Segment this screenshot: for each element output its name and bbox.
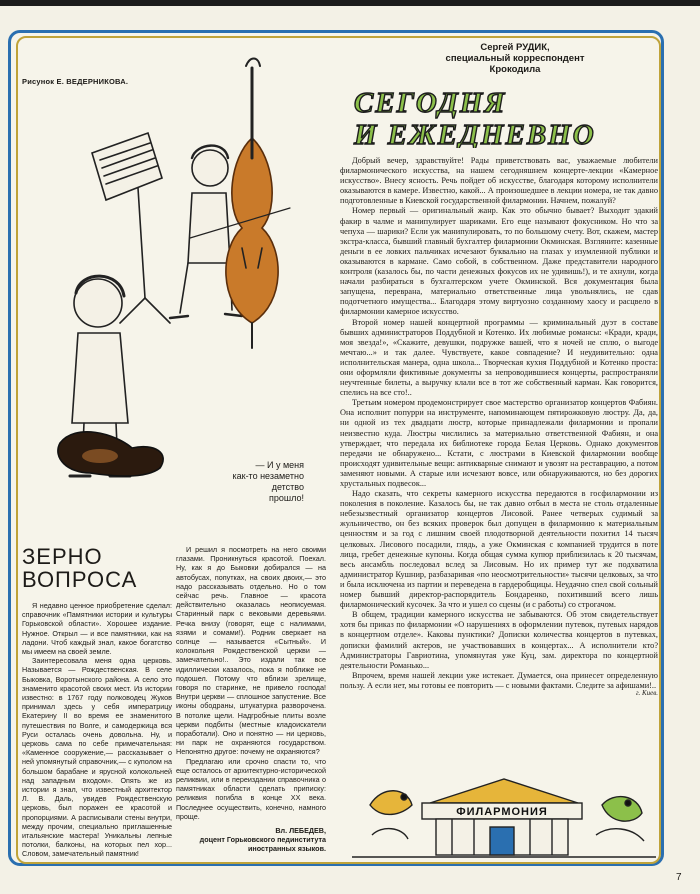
philharmonic-illustration	[352, 765, 656, 860]
signature-line: доцент Горьковского пединститута	[199, 835, 326, 845]
philharmonic-sign: ФИЛАРМОНИЯ	[456, 806, 548, 818]
caption-line: — И у меня	[255, 460, 304, 470]
dateline: г. Киев.	[635, 688, 658, 697]
author-signature	[176, 826, 326, 853]
paragraph: Третьим номером продемонстрирует свое мастерство организатор концертов Фабиян. Она исполнит попурри на инструменте, напоминающем пятирожковую люстру. Да, да, ни одной из тех двадцати люстр, которые принадлежали филармонии и пропали неизвестно куда. Люстры числились за материально ответственной Фабиян, и она утверждает, что передала их библиотеке города Белая Церковь. Однако документов передачи не обнаружено... Кстати, с люстрами в Киевской филармонии вообще происходят удивительные вещи: антикварные снимают и увозят на реставрацию, а потом заменяют новыми. А старые или исчезают вовсе, или обнаруживаются, но без дорогих хрустальных подвесок...	[340, 398, 658, 488]
zerno-article-column-1	[22, 545, 172, 859]
title-line: ВОПРОСА	[22, 567, 138, 592]
page-number: 7	[676, 872, 682, 883]
headline-line-2: И ЕЖЕДНЕВНО	[354, 119, 596, 148]
paragraph: Добрый вечер, здравствуйте! Рады приветствовать вас, уважаемые любители филармонического искусства, на нашем сегодняшнем концерте-лекции «Камерное искусство». Внесу ясность. Речь пойдет об искусстве, благодаря которому исполнители оказываются в камере. Известно, какой... А произошедшее в лекции номера, не так давно подготовленные в Киевской государственной филармонии. Начнем, пожалуй?	[340, 156, 658, 206]
signature-line: Вл. ЛЕБЕДЕВ,	[275, 826, 326, 836]
zerno-article-column-2	[176, 545, 326, 853]
paragraph: Номер первый — оригинальный жанр. Как это обычно бывает? Выходит эдакий факир в чалме и манипулирует шариками. Его еще называют фокусником. Но что за чепуха — шарики? Если уж манипулировать, то по большому счету. Вот, скажем, мастер экстра-класса, бывший главный бухгалтер филармонии Окминская. Взгляните: казенные деньги в ее ловких пальчиках исчезают буквально на глазах у изумленной публики и оказываются в кармане. Само собой, в собственном. Даже представители народного контроля (казалось бы, по части денежных фокусов их не удивишь!), и те ахнули, когда начали разбираться в бухгалтерском учете Окминской. Вся документация была запущена, переврана, материально ответственные лица увольнялись, не сдав подотчетного имущества... Благодаря этому виртуозно созданному хаосу и расцвело в филармонии камерное искусство.	[340, 206, 658, 317]
paragraph: Заинтересовала меня одна церковь. Называется — Рождественская. В селе Быковка, Воротынского района. А село это знаменито красотой своих мест. Из истории известно: в 1767 году полководец Жуков принимал здесь у себя императрицу Екатерину II во время ее знаменитого путешествия по Волге, и самодержица вся Руси осталась очень довольна. Ну, и церковь сама по себе примечательная: «Каменное сооружение,— рассказывает о ней упомянутый справочник,— с куполом на большом барабане и ярусной колокольней над западным входом». Опять же из истории я знал, что известный архитектор Л. В. Даль, увидев Рождественскую церковь, был поражен ее красотой и пропорциями. А расписывали стены внутри, между прочим, специально приглашенные итальянские мастера! Уникальны лепные потолки, балконы, на которых пел хор... Словом, замечательный памятник!	[22, 656, 172, 859]
top-edge-strip	[0, 0, 700, 6]
byline-line: Крокодила	[489, 64, 541, 75]
illustration-credit: Рисунок Е. ВЕДЕРНИКОВА.	[22, 77, 129, 86]
cello-boys-illustration	[20, 48, 315, 518]
paragraph: Предлагаю или срочно спасти то, что еще осталось от архитектурно-исторической реликвии, или в переиздании справочника о памятниках области сделать приписку: реликвия погибла в конце XX века. Последнее осуществить, конечно, намного проще.	[176, 756, 326, 821]
paragraph: Впрочем, время нашей лекции уже истекает. Думается, она принесет определенную пользу. А если нет, мы готовы ее повторить — с новыми фактами. Следите за афишами!..	[340, 670, 658, 690]
paragraph: В общем, традиции камерного искусства не забываются. Об этом свидетельствует хотя бы приказ по филармонии «О нарушениях в оформлении путевок, путевых нарядов в концертном отделе». Каковы пунктики? Дописки количества концертов в путевках, дописки фамилий актеров, не участвовавших в концертах... А исполнители кто? Администраторы Гавриотина, упомянутая уже Куц, зам. директора по концертной деятельности Романько...	[340, 610, 658, 670]
caption-line: детство	[271, 482, 304, 492]
byline-line: Сергей РУДИК,	[480, 42, 550, 53]
paragraph: Я недавно ценное приобретение сделал: справочник «Памятники истории и культуры Горьковской области». Хорошее издание. Нужное. Открыл — и все памятники, как на ладони. Чтоб каждый знал, какое богатство мы имеем на своей земле.	[22, 601, 172, 657]
illustration-caption	[214, 460, 304, 504]
title-line: ЗЕРНО	[22, 544, 103, 569]
caption-line: как-то незаметно	[232, 471, 304, 481]
byline-line: специальный корреспондент	[445, 53, 585, 64]
paragraph: Второй номер нашей концертной программы — криминальный дуэт в составе бывших администраторов Поддубной и Котенко. Их любимые романсы: «Кради, кради, моя звезда!», «Скажите, девушки, подружке вашей, что я ночей не сплю, о выгоде мечтаю...» и так далее. Чувствуете, какое совпадение? И неудивительно: одна исполнительская манера, одна школа... Творческая кухня Поддубной и Котенко проста: они оформляли фиктивные документы за непроводившиеся концерты, распространяли неучтенные билеты, а выручку клали все в тот же собственный карман. Как говорится, спелись на все сто!..	[340, 317, 658, 398]
byline	[400, 42, 630, 75]
headline	[348, 84, 653, 148]
headline-line-1: СЕГОДНЯ	[354, 87, 507, 119]
main-article-body	[340, 156, 658, 697]
paragraph: Надо сказать, что секреты камерного искусства передаются в госфилармонии из поколения в поколение. Казалось бы, не так давно отбыл в места не столь отдаленные небезызвестный организатор концертов Лисовой. Ранее четверых судимый за жульничество, он без всяких проверок был допущен в филармонию к материальным ценностям и за год с лишним своей плодотворной деятельности похитил 14 тысяч целковых. Лисового посадили, глядь, а уже Окминская с компанией трудится в поте лица, гребет денежные купоны. Когда общая сумма купюр приблизилась к 20 тысячам, весь ансамбль последовал вслед за Лисовым. Но их пример тут же подхватила администратор Кушнир, разбазаривая «по неосмотрительности» тысячи целковых, за что и была исключена из партии и переведена в гардеробщицы. Неудачно спел свой сольный номер бывший директор-распорядитель Бондаренко, похитивший всего лишь филармонический кусочек. За что и ушел со сцены (и с работы) со строгачом.	[340, 489, 658, 610]
caption-line: прошло!	[269, 493, 304, 503]
paragraph: И решил я посмотреть на него своими глазами. Проникнуться красотой. Поехал. Ну, как я до Быковки добирался — на автобусах, попутках, на своих двоих,— это надо рассказывать отдельно. Но о том сейчас речь. Главное — красота действительно оказалась неописуемая. Старинный парк с вековыми деревьями. Речка внизу (говорят, еще с налимами, язями и сомами!). Родник сверкает на солнце — называется «Сытный». И колокольня Рождественской церкви — замечательно!.. Это издали так все идиллически казалось, пока я поближе не подошел. Потому что вблизи зрелище, говоря по старинке, не привело господа! Внутри церкви — сплошное запустение. Все иконы ободраны, штукатурка разворочена. В потолке щели. Надгробные плиты возле церкви подбиты (местные кладоискатели поработали). Оно и понятно — ни церковь, ни парк не охраняются государством. Непонятно другое: почему не охраняются?	[176, 545, 326, 757]
article-title	[22, 545, 172, 591]
signature-line: иностранных языков.	[248, 844, 326, 854]
